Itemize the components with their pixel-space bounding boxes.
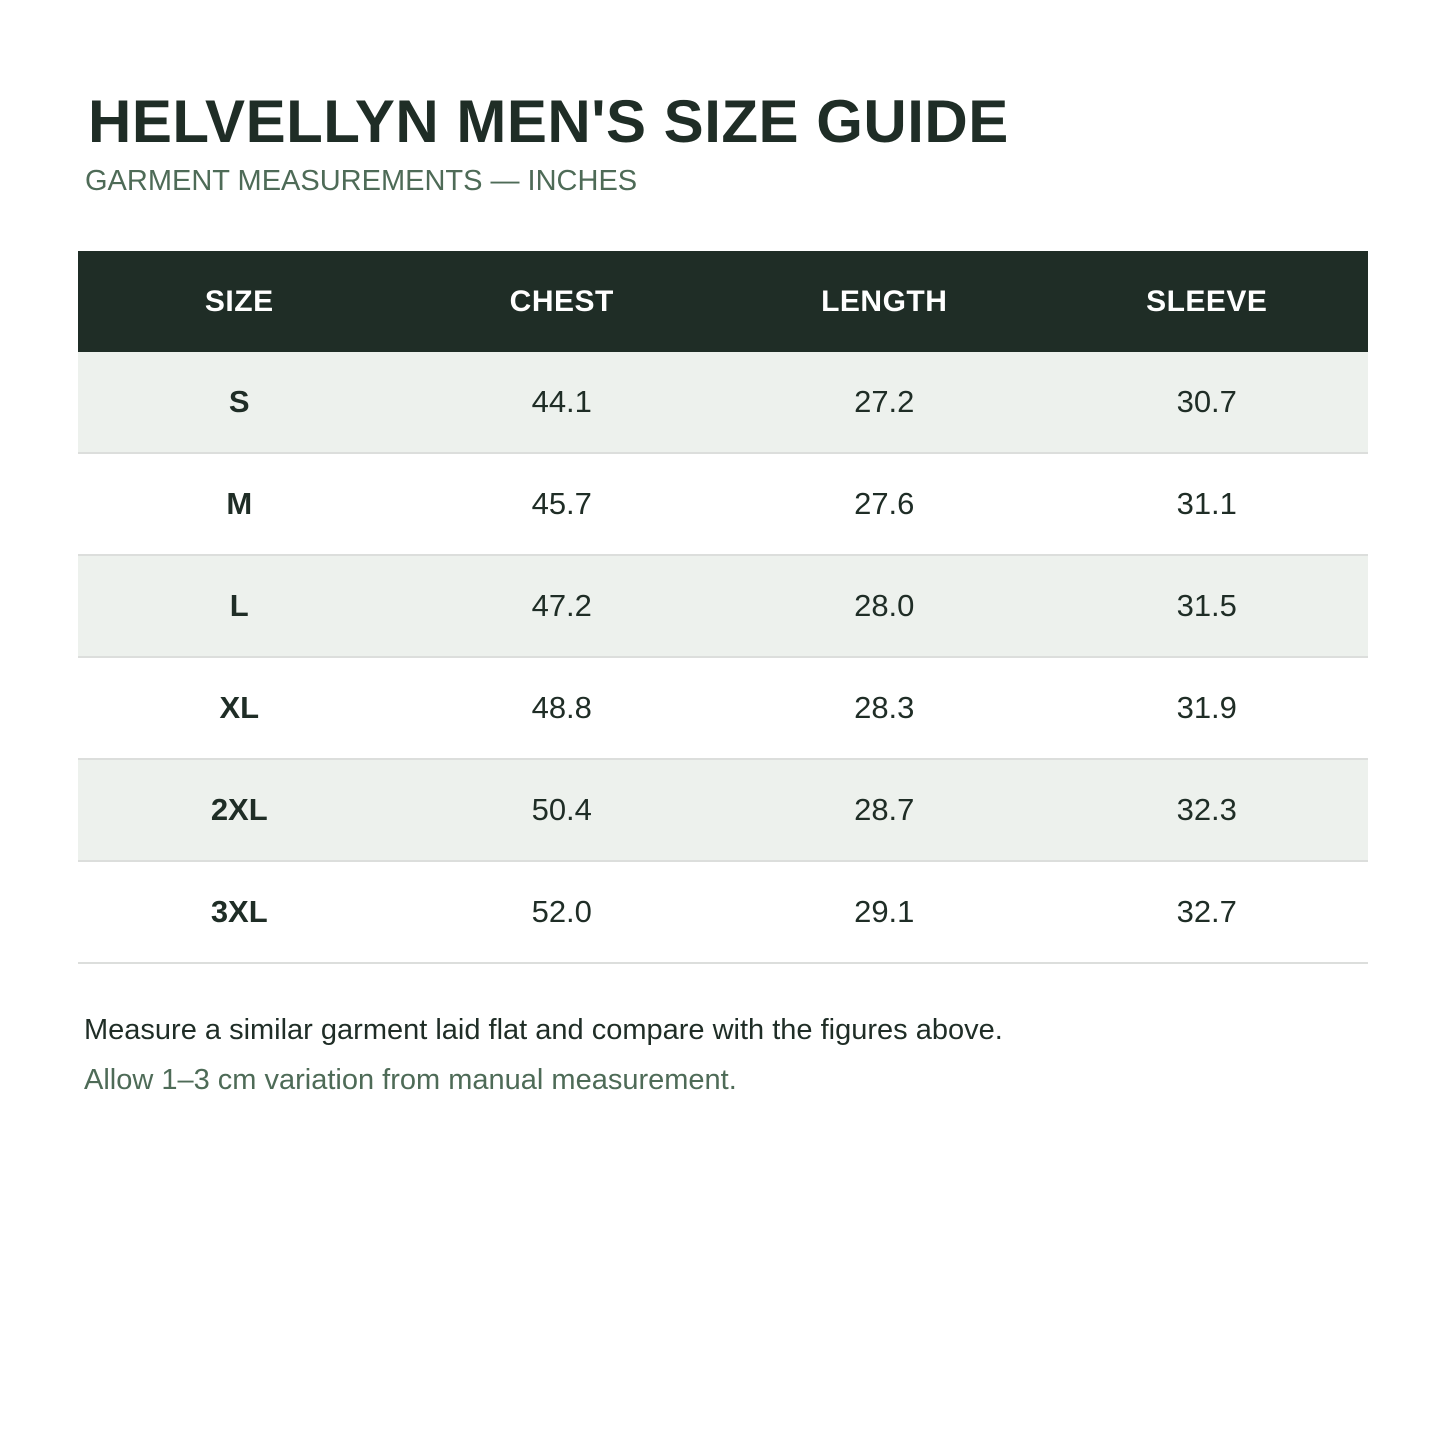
length-cell: 28.7 bbox=[854, 792, 915, 827]
size-cell: XL bbox=[219, 690, 260, 725]
size-table bbox=[78, 251, 1368, 964]
page-title: HELVELLYN MEN'S SIZE GUIDE bbox=[88, 88, 1009, 155]
size-cell: M bbox=[226, 486, 253, 521]
size-cell: S bbox=[228, 384, 250, 419]
length-cell: 28.3 bbox=[854, 690, 915, 725]
column-header-sleeve: SLEEVE bbox=[1146, 284, 1268, 318]
sleeve-cell: 31.1 bbox=[1176, 486, 1237, 521]
length-cell: 27.6 bbox=[854, 486, 915, 521]
length-cell: 29.1 bbox=[854, 894, 915, 929]
chest-cell: 44.1 bbox=[531, 384, 592, 419]
table-row bbox=[78, 658, 1368, 760]
column-header-size: SIZE bbox=[204, 284, 274, 318]
chest-cell: 47.2 bbox=[531, 588, 592, 623]
length-cell: 28.0 bbox=[854, 588, 915, 623]
column-header-chest: CHEST bbox=[509, 284, 614, 318]
table-row bbox=[78, 760, 1368, 862]
measurement-instruction: Measure a similar garment laid flat and compare with the figures above. bbox=[84, 1014, 1003, 1046]
chest-cell: 52.0 bbox=[531, 894, 592, 929]
sleeve-cell: 31.5 bbox=[1176, 588, 1237, 623]
size-cell: 3XL bbox=[210, 894, 268, 929]
table-header bbox=[78, 251, 1368, 352]
table-row bbox=[78, 862, 1368, 964]
page-subtitle: GARMENT MEASUREMENTS — INCHES bbox=[85, 165, 638, 197]
table-row bbox=[78, 352, 1368, 454]
chest-cell: 45.7 bbox=[531, 486, 592, 521]
length-cell: 27.2 bbox=[854, 384, 915, 419]
chest-cell: 50.4 bbox=[531, 792, 592, 827]
chest-cell: 48.8 bbox=[531, 690, 592, 725]
size-cell: L bbox=[229, 588, 249, 623]
table-row bbox=[78, 556, 1368, 658]
sleeve-cell: 31.9 bbox=[1176, 690, 1237, 725]
sleeve-cell: 32.7 bbox=[1176, 894, 1237, 929]
variation-note: Allow 1–3 cm variation from manual measurement. bbox=[84, 1064, 737, 1096]
sleeve-cell: 30.7 bbox=[1176, 384, 1237, 419]
table-row bbox=[78, 454, 1368, 556]
column-header-length: LENGTH bbox=[821, 284, 948, 318]
sleeve-cell: 32.3 bbox=[1176, 792, 1237, 827]
size-cell: 2XL bbox=[210, 792, 268, 827]
